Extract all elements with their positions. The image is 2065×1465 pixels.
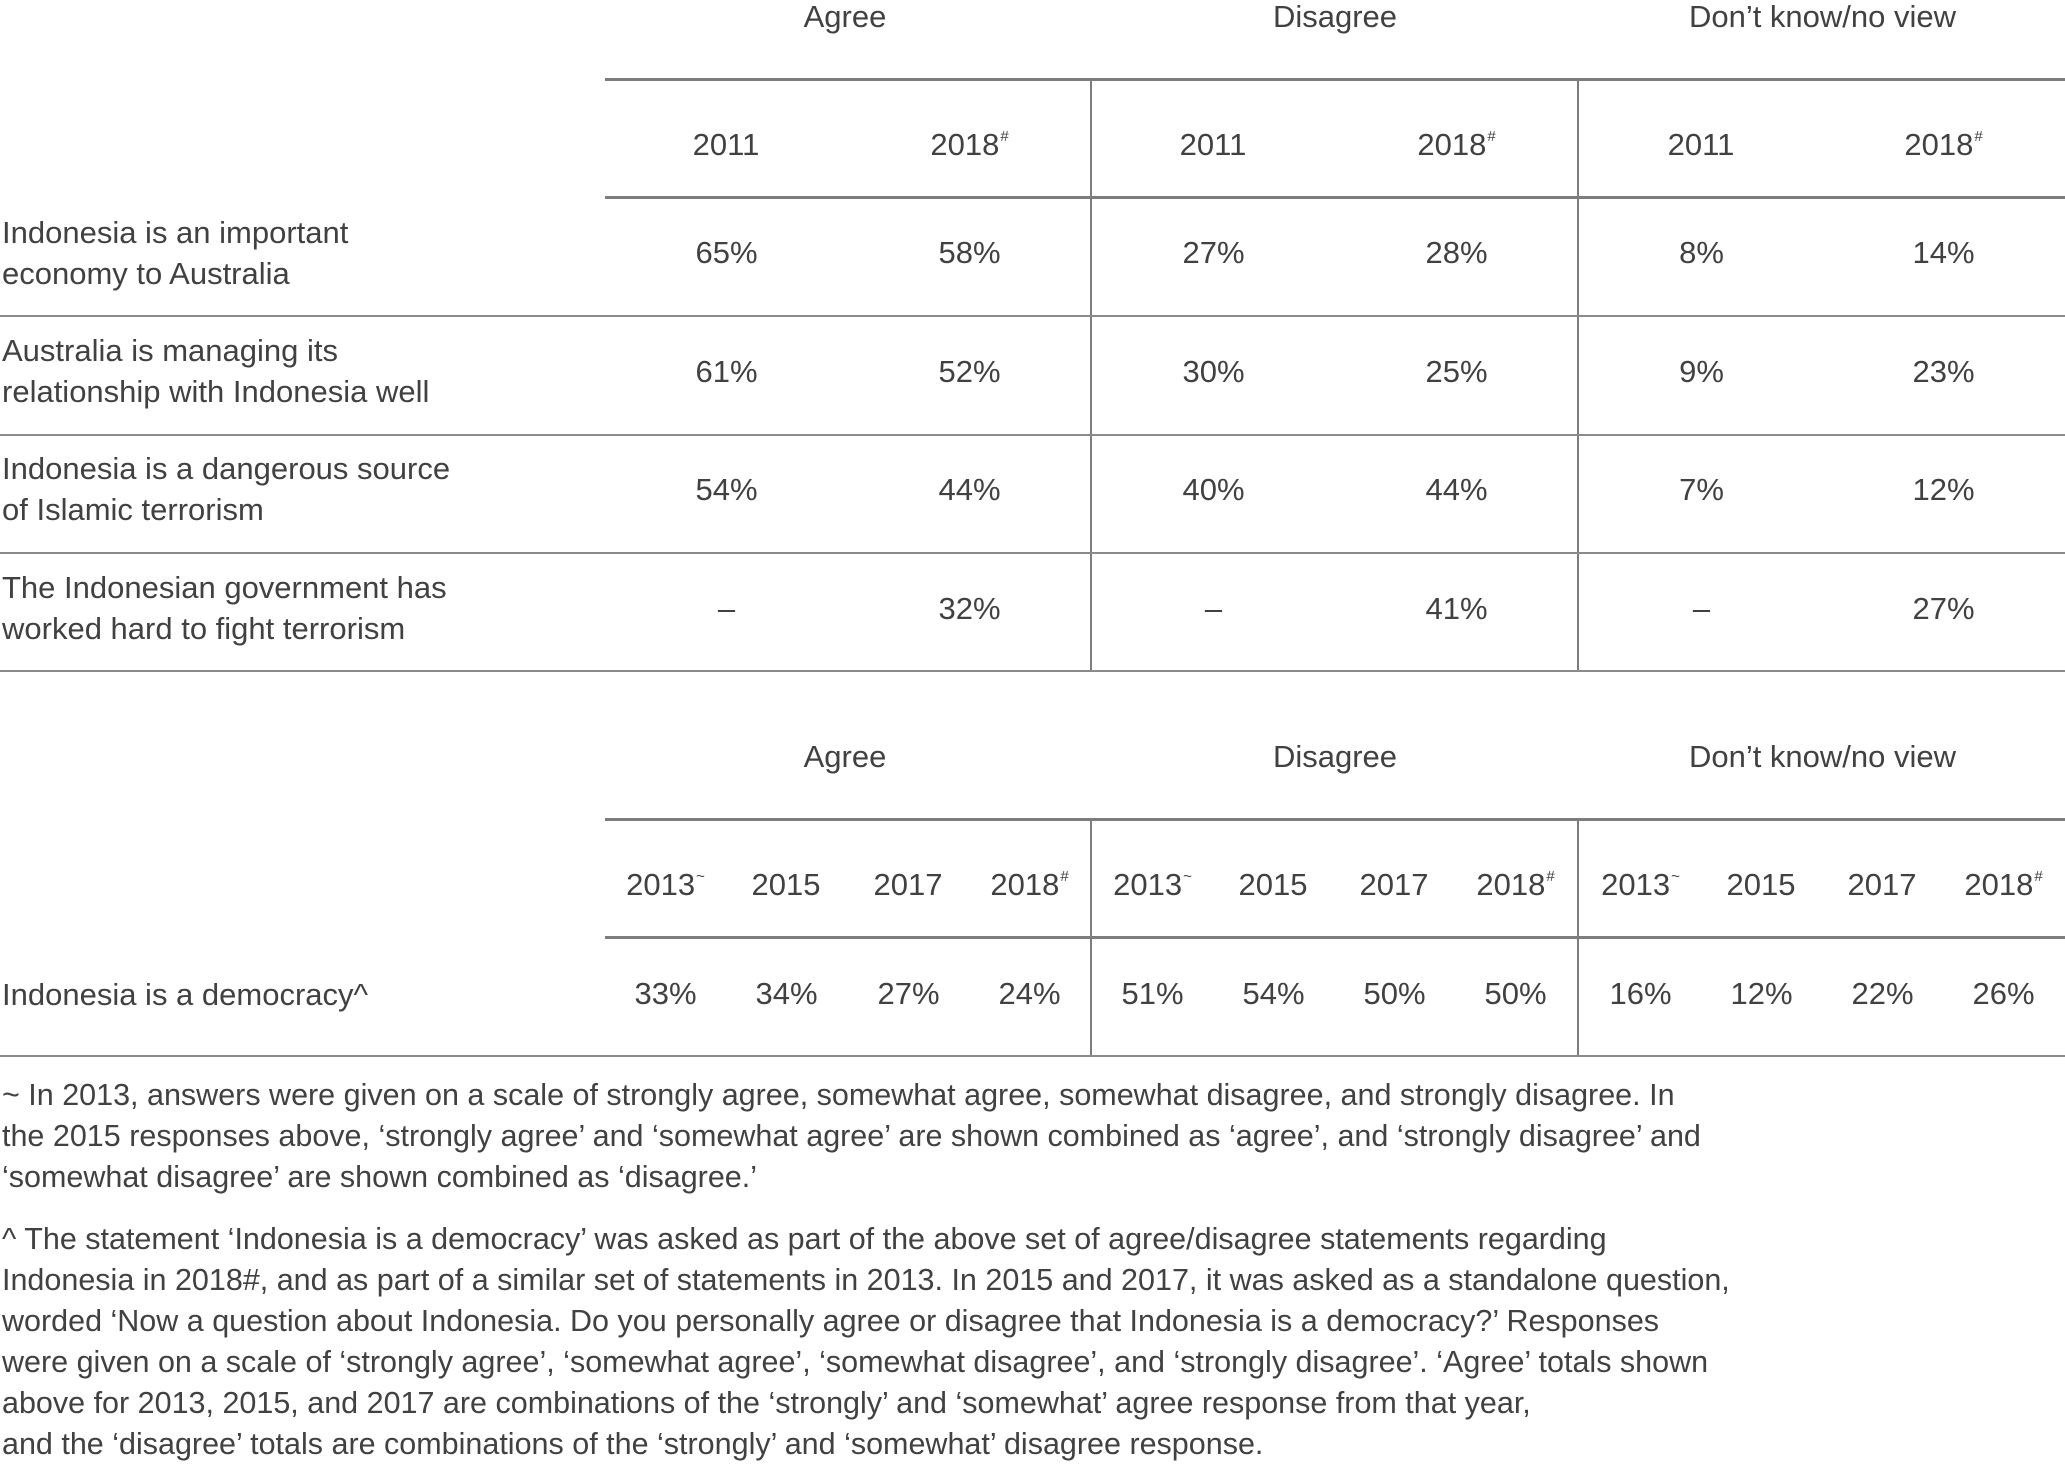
table-cell: 12% xyxy=(1912,472,1975,507)
table-cell: 14% xyxy=(1912,235,1975,270)
table-bottom-rule xyxy=(0,670,2065,672)
year-header: 2011 xyxy=(692,127,760,162)
table-cell: 50% xyxy=(1484,976,1547,1011)
table-cell: 54% xyxy=(1242,976,1305,1011)
year-header: 2018# xyxy=(1476,867,1555,902)
table-cell: 25% xyxy=(1425,354,1488,389)
row-label: Indonesia is a democracy^ xyxy=(2,977,369,1012)
table-cell: 34% xyxy=(755,976,818,1011)
table-cell: 12% xyxy=(1730,976,1793,1011)
table-cell: 24% xyxy=(998,976,1061,1011)
table-cell: 65% xyxy=(695,235,758,270)
table-cell: 58% xyxy=(938,235,1001,270)
table-cell: – xyxy=(1692,591,1711,626)
year-header: 2013~ xyxy=(626,867,705,902)
table-cell: 61% xyxy=(695,354,758,389)
table-cell: 26% xyxy=(1972,976,2035,1011)
column-separator xyxy=(1090,819,1092,1056)
table-cell: 7% xyxy=(1679,472,1724,507)
header-rule xyxy=(605,196,2065,199)
year-header: 2018# xyxy=(1964,867,2043,902)
table-cell: 16% xyxy=(1609,976,1672,1011)
table-cell: 40% xyxy=(1182,472,1245,507)
year-header: 2011 xyxy=(1667,127,1735,162)
footnote-tilde: ~ In 2013, answers were given on a scale of strongly agree, somewhat agree, somewhat disagree, and strongly disagree. In the 2015 responses above, ‘strongly agree’ and ‘somewhat agree’ are shown combined as ‘agree’, and ‘strongly disagree’ and ‘somewhat disagree’ are shown combined as ‘disagree.’ xyxy=(2,1078,1701,1194)
year-header: 2018# xyxy=(1417,127,1496,162)
table-cell: 32% xyxy=(938,591,1001,626)
table-cell: 30% xyxy=(1182,354,1245,389)
year-header: 2017 xyxy=(873,867,943,902)
row-divider xyxy=(0,315,2065,317)
table-cell: 54% xyxy=(695,472,758,507)
column-separator xyxy=(1577,819,1579,1056)
table-cell: 27% xyxy=(1182,235,1245,270)
table-cell: – xyxy=(717,591,736,626)
table-cell: – xyxy=(1204,591,1223,626)
year-header: 2017 xyxy=(1847,867,1917,902)
year-header: 2018# xyxy=(990,867,1069,902)
table-cell: 27% xyxy=(1912,591,1975,626)
table-cell: 22% xyxy=(1851,976,1914,1011)
table-cell: 33% xyxy=(634,976,697,1011)
table-cell: 52% xyxy=(938,354,1001,389)
table-cell: 41% xyxy=(1425,591,1488,626)
table-cell: 27% xyxy=(877,976,940,1011)
header-rule xyxy=(605,818,2065,821)
table-bottom-rule xyxy=(0,1055,2065,1057)
year-header: 2018# xyxy=(930,127,1009,162)
footnote-caret: ^ The statement ‘Indonesia is a democracy’ was asked as part of the above set of agree/disagree statements regarding Indonesia in 2018#, and as part of a similar set of statements in 2013. In 2015 and 2017, it was asked as a standalone question, worded ‘Now a question about Indonesia. Do you personally agree or disagree that Indonesia is a democracy?’ Responses were given on a scale of ‘strongly agree’, ‘somewhat agree’, ‘somewhat disagree’, and ‘strongly disagree’. ‘Agree’ totals shown above for 2013, 2015, and 2017 are combinations of the ‘strongly’ and ‘somewhat’ agree response from that year, and the ‘disagree’ totals are combinations of the ‘strongly’ and ‘somewhat’ disagree response. xyxy=(2,1222,1730,1461)
group-header-dont-know: Don’t know/no view xyxy=(1688,739,1957,774)
table-cell: 28% xyxy=(1425,235,1488,270)
row-divider xyxy=(0,552,2065,554)
group-header-dont-know: Don’t know/no view xyxy=(1688,0,1957,34)
row-label: The Indonesian government has worked hard to fight terrorism xyxy=(2,570,447,646)
group-header-disagree: Disagree xyxy=(1272,0,1398,34)
year-header: 2013~ xyxy=(1113,867,1192,902)
year-header: 2017 xyxy=(1359,867,1429,902)
year-header: 2013~ xyxy=(1601,867,1680,902)
year-header: 2015 xyxy=(1726,867,1796,902)
row-label: Indonesia is a dangerous source of Islamic terrorism xyxy=(2,451,451,527)
table-cell: 51% xyxy=(1121,976,1184,1011)
table-cell: 9% xyxy=(1679,354,1724,389)
table-cell: 8% xyxy=(1679,235,1724,270)
table-cell: 23% xyxy=(1912,354,1975,389)
header-rule xyxy=(605,936,2065,939)
group-header-agree: Agree xyxy=(803,739,887,774)
year-header: 2018# xyxy=(1904,127,1983,162)
row-label: Indonesia is an important economy to Australia xyxy=(2,215,349,291)
year-header: 2011 xyxy=(1179,127,1247,162)
row-divider xyxy=(0,434,2065,436)
year-header: 2015 xyxy=(751,867,821,902)
group-header-agree: Agree xyxy=(803,0,887,34)
group-header-disagree: Disagree xyxy=(1272,739,1398,774)
header-rule xyxy=(605,78,2065,81)
table-cell: 44% xyxy=(1425,472,1488,507)
table-cell: 50% xyxy=(1363,976,1426,1011)
row-label: Australia is managing its relationship with Indonesia well xyxy=(2,333,430,409)
table-cell: 44% xyxy=(938,472,1001,507)
year-header: 2015 xyxy=(1238,867,1308,902)
